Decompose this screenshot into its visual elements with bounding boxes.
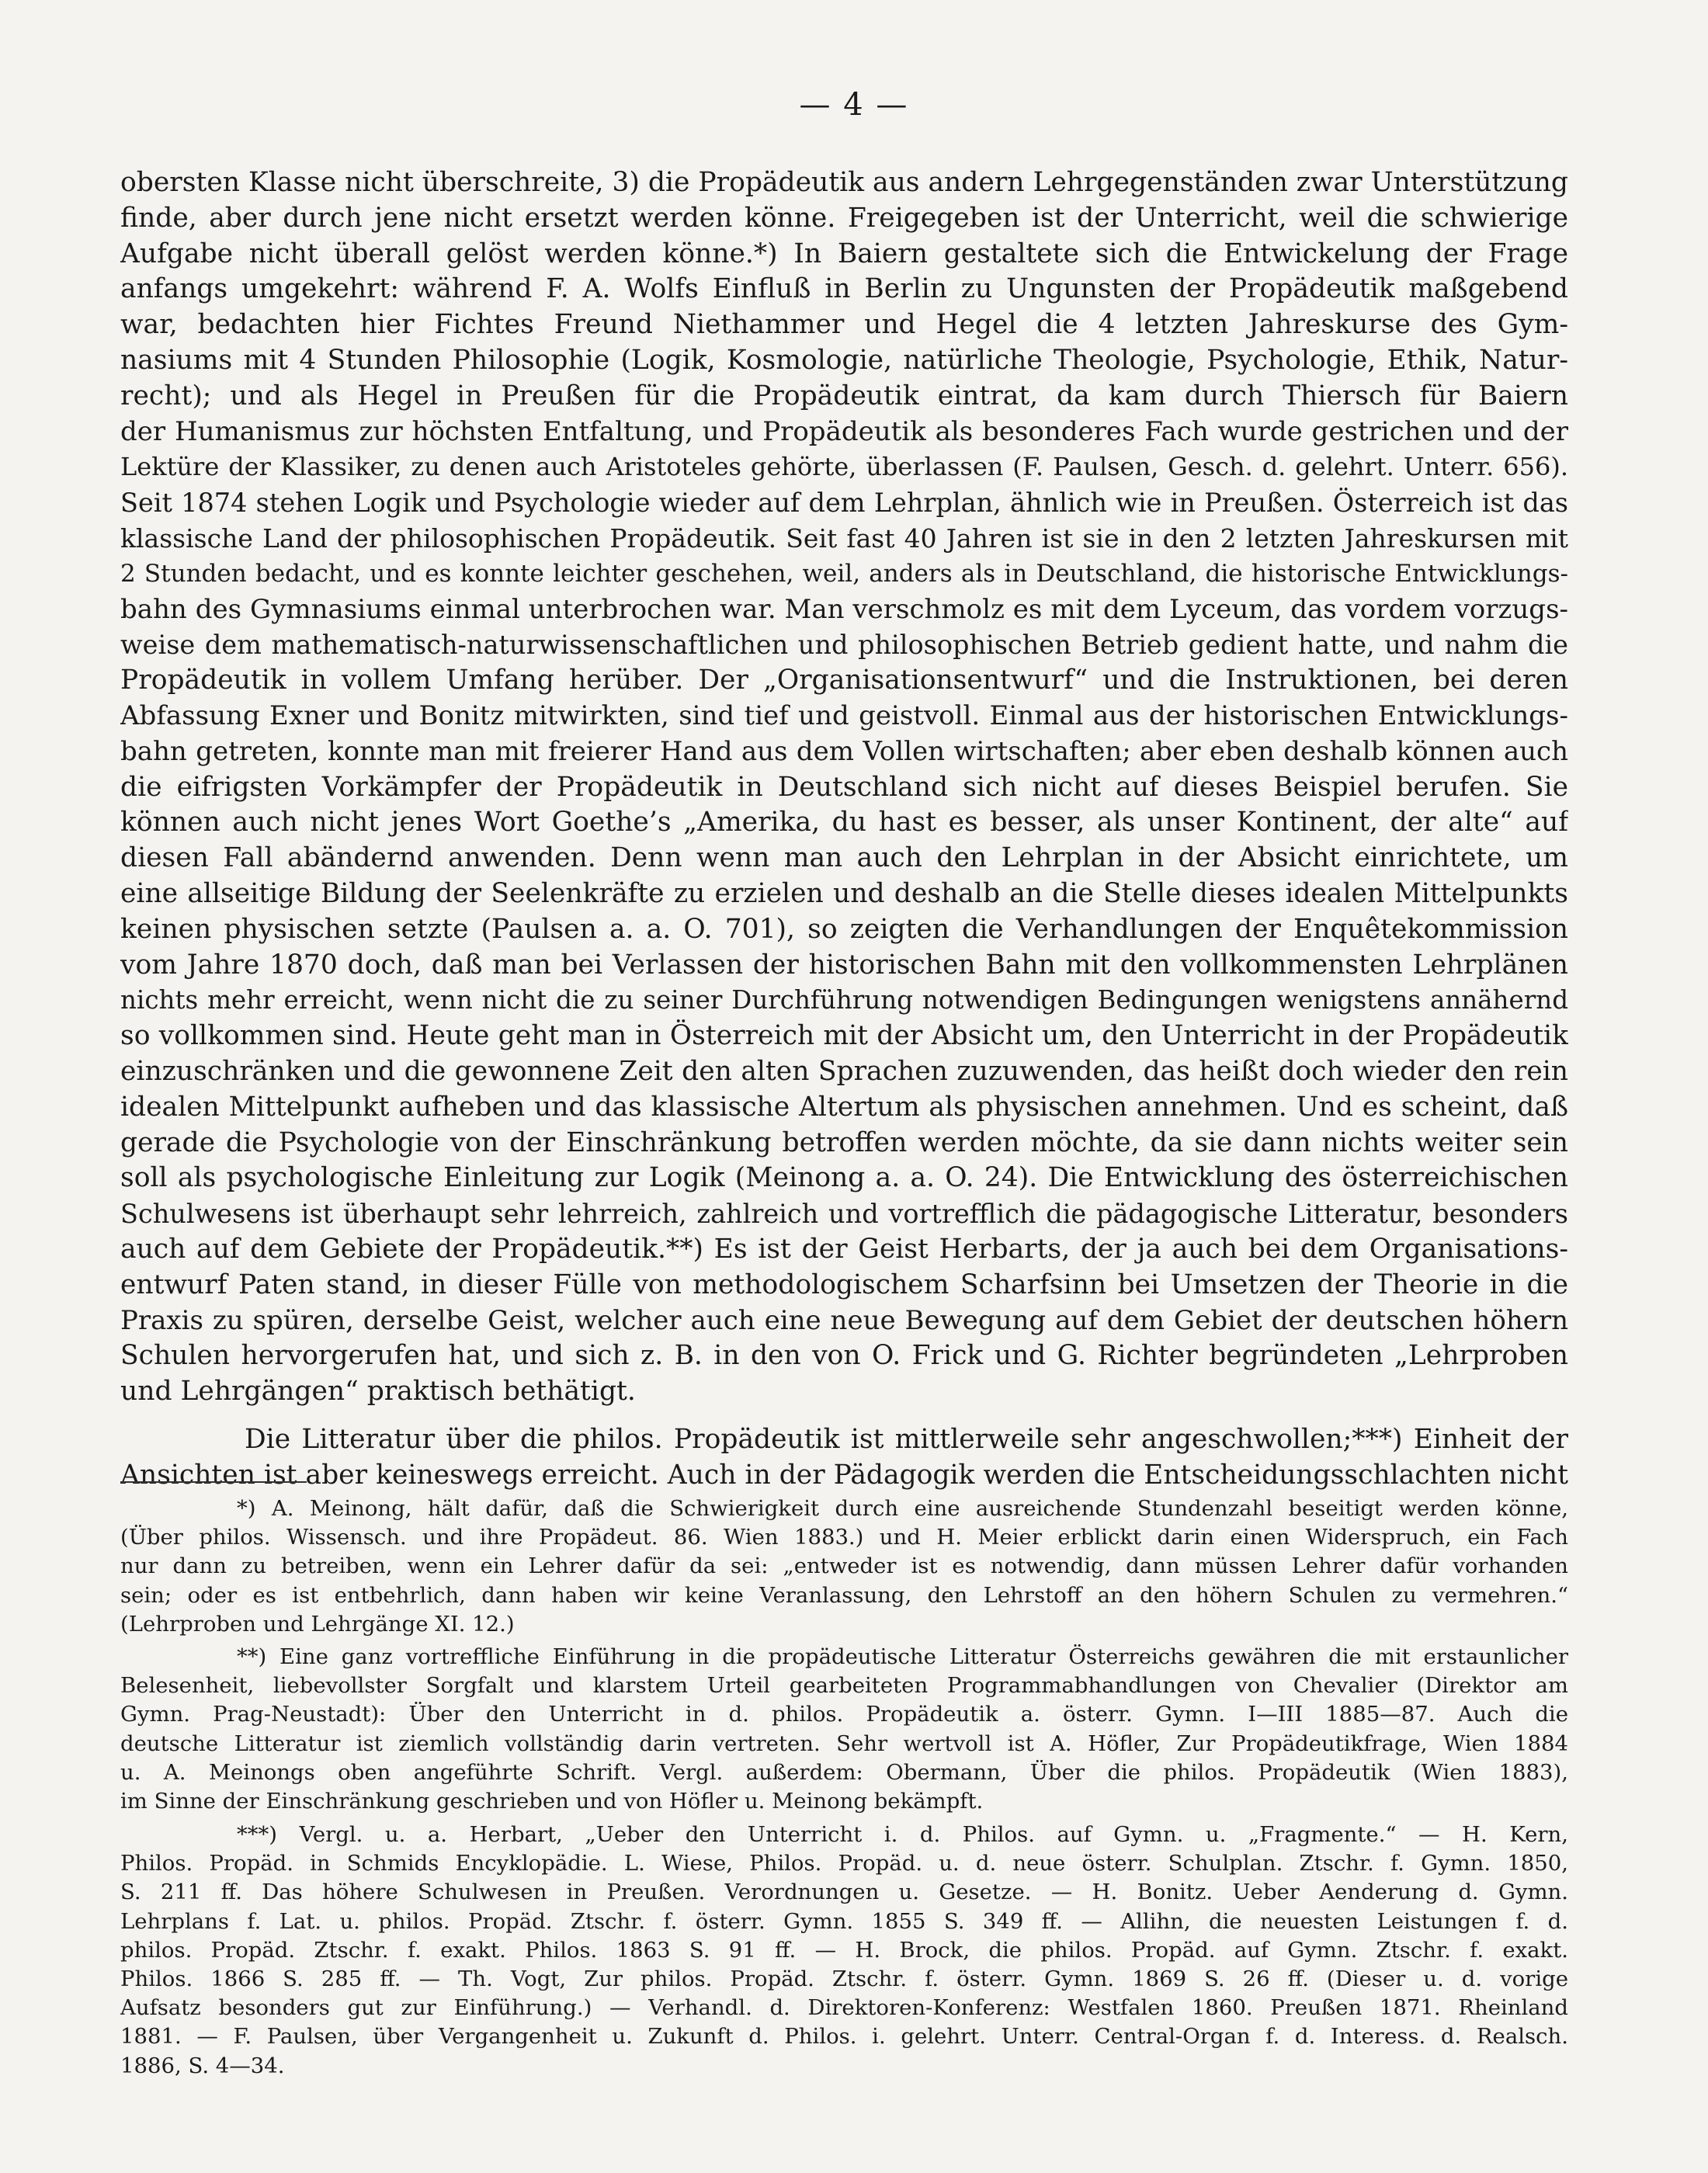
paragraph-gap bbox=[120, 1410, 1568, 1422]
text-line: nichts mehr erreicht, wenn nicht die zu seiner Durchführung notwendigen Bedingungen wenigstens annähernd bbox=[120, 985, 1568, 1015]
text-line: keinen physischen setzte (Paulsen a. a. O. 701), so zeigten die Verhandlungen der Enquêtekommission bbox=[120, 913, 1568, 945]
footnote-line: Philos. 1866 S. 285 ff. — Th. Vogt, Zur philos. Propäd. Ztschr. f. österr. Gymn. 1869 S. 26 ff. (Dieser u. d. vorige bbox=[120, 1966, 1568, 1992]
text-line: Abfassung Exner und Bonitz mitwirkten, sind tief und geistvoll. Einmal aus der historischen Entwicklungs- bbox=[120, 699, 1568, 731]
main-text bbox=[120, 165, 1568, 1493]
footnote-line: 1886, S. 4—34. bbox=[120, 2053, 285, 2078]
footnote-1 bbox=[120, 1494, 1568, 1639]
footnote-line: u. A. Meinongs oben angeführte Schrift. Vergl. außerdem: Obermann, Über die philos. Propädeutik (Wien 1883), bbox=[120, 1759, 1568, 1785]
text-line: soll als psychologische Einleitung zur Logik (Meinong a. a. O. 24). Die Entwicklung des österreichischen bbox=[120, 1162, 1568, 1194]
text-line: Die Litteratur über die philos. Propädeutik ist mittlerweile sehr angeschwollen;***) Einheit der bbox=[245, 1423, 1568, 1455]
footnote-divider bbox=[120, 1481, 307, 1483]
text-line: obersten Klasse nicht überschreite, 3) die Propädeutik aus andern Lehrgegenständen zwar Unterstützung bbox=[120, 167, 1568, 198]
page-number: — 4 — bbox=[799, 87, 909, 123]
text-line: nasiums mit 4 Stunden Philosophie (Logik, Kosmologie, natürliche Theologie, Psychologie, Ethik, Natur- bbox=[120, 344, 1568, 376]
text-line: Aufgabe nicht überall gelöst werden könne.*) In Baiern gestaltete sich die Entwickelung der Frage bbox=[120, 238, 1568, 269]
text-line: bahn getreten, konnte man mit freierer Hand aus dem Vollen wirtschaften; aber eben deshalb können auch bbox=[120, 735, 1568, 767]
text-line: vom Jahre 1870 doch, daß man bei Verlassen der historischen Bahn mit den vollkommensten Lehrplänen bbox=[120, 949, 1568, 981]
text-line: klassische Land der philosophischen Propädeutik. Seit fast 40 Jahren ist sie in den 2 letzten Jahreskursen mit bbox=[120, 522, 1568, 554]
paragraph-2 bbox=[120, 1422, 1568, 1494]
text-line: so vollkommen sind. Heute geht man in Österreich mit der Absicht um, den Unterricht in der Propädeutik bbox=[120, 1020, 1568, 1052]
footnote-line: philos. Propäd. Ztschr. f. exakt. Philos. 1863 S. 91 ff. — H. Brock, die philos. Propäd. auf Gymn. Ztschr. f. exakt. bbox=[120, 1937, 1568, 1963]
text-line: 2 Stunden bedacht, und es konnte leichter geschehen, weil, anders als in Deutschland, die historische Entwicklungs- bbox=[120, 559, 1568, 588]
text-line: Praxis zu spüren, derselbe Geist, welcher auch eine neue Bewegung auf dem Gebiet der deutschen höhern bbox=[120, 1304, 1568, 1336]
text-line: und Lehrgängen“ praktisch bethätigt. bbox=[120, 1376, 636, 1408]
text-line: anfangs umgekehrt: während F. A. Wolfs Einfluß in Berlin zu Ungunsten der Propädeutik maßgebend bbox=[120, 273, 1568, 305]
footnote-line: Gymn. Prag-Neustadt): Über den Unterricht in d. philos. Propädeutik a. österr. Gymn. I—III 1885—87. Auch die bbox=[120, 1702, 1568, 1727]
footnote-line: **) Eine ganz vortreffliche Einführung in die propädeutische Litteratur Österreichs gewähren die mit erstaunlicher bbox=[237, 1644, 1568, 1669]
footnote-line: Aufsatz besonders gut zur Einführung.) — Verhandl. d. Direktoren-Konferenz: Westfalen 1860. Preußen 1871. Rheinland bbox=[120, 1995, 1568, 2021]
footnote-line: 1881. — F. Paulsen, über Vergangenheit u. Zukunft d. Philos. i. gelehrt. Unterr. Central-Organ f. d. Interess. d. Realsch. bbox=[120, 2024, 1568, 2050]
text-line: diesen Fall abändernd anwenden. Denn wenn man auch den Lehrplan in der Absicht einrichtete, um bbox=[120, 842, 1568, 874]
footnote-line: sein; oder es ist entbehrlich, dann haben wir keine Veranlassung, den Lehrstoff an den höhern Schulen zu vermehren.“ bbox=[120, 1582, 1568, 1608]
text-line: der Humanismus zur höchsten Entfaltung, und Propädeutik als besonderes Fach wurde gestrichen und der bbox=[120, 415, 1568, 447]
text-line: war, bedachten hier Fichtes Freund Niethammer und Hegel die 4 letzten Jahreskurse des Gym- bbox=[120, 309, 1568, 341]
text-line: Lektüre der Klassiker, zu denen auch Aristoteles gehörte, überlassen (F. Paulsen, Gesch. d. gelehrt. Unterr. 656). bbox=[120, 452, 1568, 482]
text-line: Seit 1874 stehen Logik und Psychologie wieder auf dem Lehrplan, ähnlich wie in Preußen. Österreich ist das bbox=[120, 488, 1568, 519]
text-line: eine allseitige Bildung der Seelenkräfte zu erzielen und deshalb an die Stelle dieses idealen Mittelpunkts bbox=[120, 877, 1568, 909]
text-line: auch auf dem Gebiete der Propädeutik.**) Es ist der Geist Herbarts, der ja auch bei dem Organisations- bbox=[120, 1233, 1568, 1265]
footnote-line: Lehrplans f. Lat. u. philos. Propäd. Ztschr. f. österr. Gymn. 1855 S. 349 ff. — Allihn, die neuesten Leistungen f. d. bbox=[120, 1908, 1568, 1934]
footnote-line: nur dann zu betreiben, wenn ein Lehrer dafür da sei: „entweder ist es notwendig, dann müssen Lehrer dafür vorhanden bbox=[120, 1553, 1568, 1579]
footnote-line: (Lehrproben und Lehrgänge XI. 12.) bbox=[120, 1611, 515, 1637]
text-line: recht); und als Hegel in Preußen für die Propädeutik eintrat, da kam durch Thiersch für Baiern bbox=[120, 380, 1568, 411]
footnote-3 bbox=[120, 1821, 1568, 2081]
footnote-line: S. 211 ff. Das höhere Schulwesen in Preußen. Verordnungen u. Gesetze. — H. Bonitz. Ueber Aenderung d. Gymn. bbox=[120, 1880, 1568, 1905]
footnote-line: ***) Vergl. u. a. Herbart, „Ueber den Unterricht i. d. Philos. auf Gymn. u. „Fragmente.“ — H. Kern, bbox=[237, 1822, 1568, 1847]
footnote-line: Belesenheit, liebevollster Sorgfalt und klarstem Urteil gearbeiteten Programmabhandlungen von Chevalier (Direktor am bbox=[120, 1673, 1568, 1699]
text-line: gerade die Psychologie von der Einschränkung betroffen werden möchte, da sie dann nichts weiter sein bbox=[120, 1126, 1568, 1158]
text-line: Schulen hervorgerufen hat, und sich z. B. in den von O. Frick und G. Richter begründeten „Lehrproben bbox=[120, 1340, 1568, 1372]
footnote-line: deutsche Litteratur ist ziemlich vollständig darin vertreten. Sehr wertvoll ist A. Höfler, Zur Propädeutikfrage, Wien 1884 bbox=[120, 1730, 1568, 1756]
paragraph-1 bbox=[120, 165, 1568, 1410]
text-line: entwurf Paten stand, in dieser Fülle von methodologischem Scharfsinn bei Umsetzen der Theorie in die bbox=[120, 1269, 1568, 1300]
text-line: Propädeutik in vollem Umfang herüber. Der „Organisationsentwurf“ und die Instruktionen, bei deren bbox=[120, 665, 1568, 696]
text-line: Ansichten ist aber keineswegs erreicht. Auch in der Pädagogik werden die Entscheidungsschlachten nicht bbox=[120, 1459, 1568, 1491]
footnote-line: Philos. Propäd. in Schmids Encyklopädie. L. Wiese, Philos. Propäd. u. d. neue österr. Schulplan. Ztschr. f. Gymn. 1850, bbox=[120, 1851, 1568, 1876]
text-line: weise dem mathematisch-naturwissenschaftlichen und philosophischen Betrieb gedient hatte, und nahm die bbox=[120, 630, 1568, 661]
text-line: finde, aber durch jene nicht ersetzt werden könne. Freigegeben ist der Unterricht, weil die schwierige bbox=[120, 202, 1568, 234]
footnote-line: (Über philos. Wissensch. und ihre Propädeut. 86. Wien 1883.) und H. Meier erblickt darin einen Widerspruch, ein Fach bbox=[120, 1525, 1568, 1550]
footnote-line: im Sinne der Einschränkung geschrieben und von Höfler u. Meinong bekämpft. bbox=[120, 1789, 984, 1814]
text-line: Schulwesens ist überhaupt sehr lehrreich, zahlreich und vortrefflich die pädagogische Litteratur, besonders bbox=[120, 1199, 1568, 1230]
text-line: einzuschränken und die gewonnene Zeit den alten Sprachen zuzuwenden, das heißt doch wieder den rein bbox=[120, 1055, 1568, 1087]
footnote-line: *) A. Meinong, hält dafür, daß die Schwierigkeit durch eine ausreichende Stundenzahl beseitigt werden könne, bbox=[237, 1496, 1568, 1521]
footnote-2 bbox=[120, 1643, 1568, 1816]
text-line: bahn des Gymnasiums einmal unterbrochen war. Man verschmolz es mit dem Lyceum, das vordem vorzugs- bbox=[120, 593, 1568, 625]
text-line: die eifrigsten Vorkämpfer der Propädeutik in Deutschland sich nicht auf dieses Beispiel berufen. Sie bbox=[120, 771, 1568, 803]
text-line: können auch nicht jenes Wort Goethe’s „Amerika, du hast es besser, als unser Kontinent, der alte“ auf bbox=[120, 807, 1568, 838]
text-line: idealen Mittelpunkt aufheben und das klassische Altertum als physischen annehmen. Und es scheint, daß bbox=[120, 1091, 1568, 1123]
